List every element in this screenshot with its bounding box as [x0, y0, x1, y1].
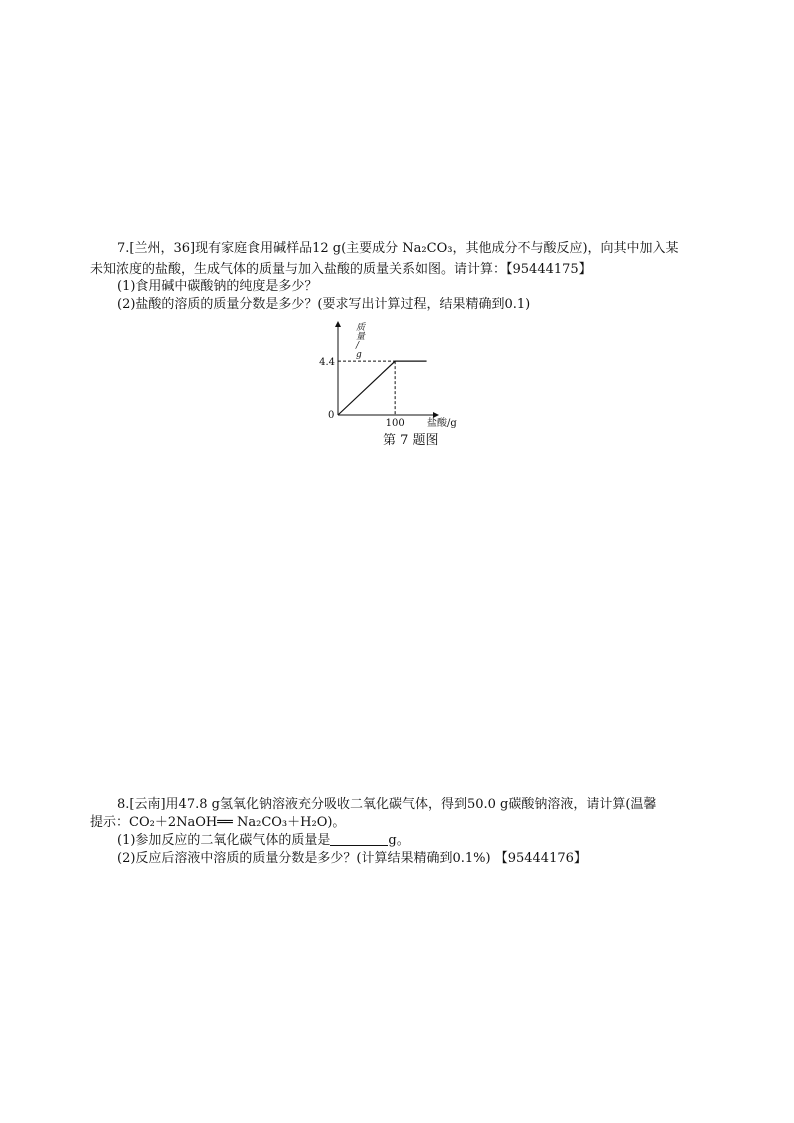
q8-subquestion-1	[117, 832, 410, 850]
series-line	[338, 361, 427, 415]
answer-blank	[330, 833, 388, 846]
y-axis-label: 质量/ g	[356, 323, 366, 360]
x-tick-label: 100	[385, 418, 405, 429]
q7-text-line-2: 未知浓度的盐酸，生成气体的质量与加入盐酸的质量关系如图。请计算：【95444175】	[90, 262, 592, 277]
origin-label: 0	[328, 410, 335, 421]
q8-subquestion-2: (2)反应后溶液中溶质的质量分数是多少？(计算结果精确到0.1%) 【95444176】	[117, 851, 587, 866]
q7-figure-caption: 第 7 题图	[383, 433, 439, 448]
q7-subquestion-2: (2)盐酸的溶质的质量分数是多少？(要求写出计算过程，结果精确到0.1)	[117, 297, 531, 312]
q8-text-line-2: 提示：CO₂＋2NaOH══ Na₂CO₃＋H₂O)。	[90, 815, 346, 830]
q8-sub1-prefix: (1)参加反应的二氧化碳气体的质量是	[117, 833, 331, 848]
q7-subquestion-1: (1)食用碱中碳酸钠的纯度是多少？	[117, 279, 318, 294]
x-axis-label: 盐酸/g	[427, 418, 457, 429]
q7-chart	[319, 318, 476, 432]
q8-text-line-1: 8.[云南]用47.8 g氢氧化钠溶液充分吸收二氧化碳气体，得到50.0 g碳酸钠溶液，请计算(温馨	[117, 797, 657, 812]
q8-sub1-suffix: g。	[388, 833, 410, 848]
y-tick-label: 4.4	[319, 357, 335, 369]
q7-text-line-1: 7.[兰州，36]现有家庭食用碱样品12 g(主要成分 Na₂CO₃，其他成分不与酸反应)，向其中加入某	[117, 241, 679, 256]
